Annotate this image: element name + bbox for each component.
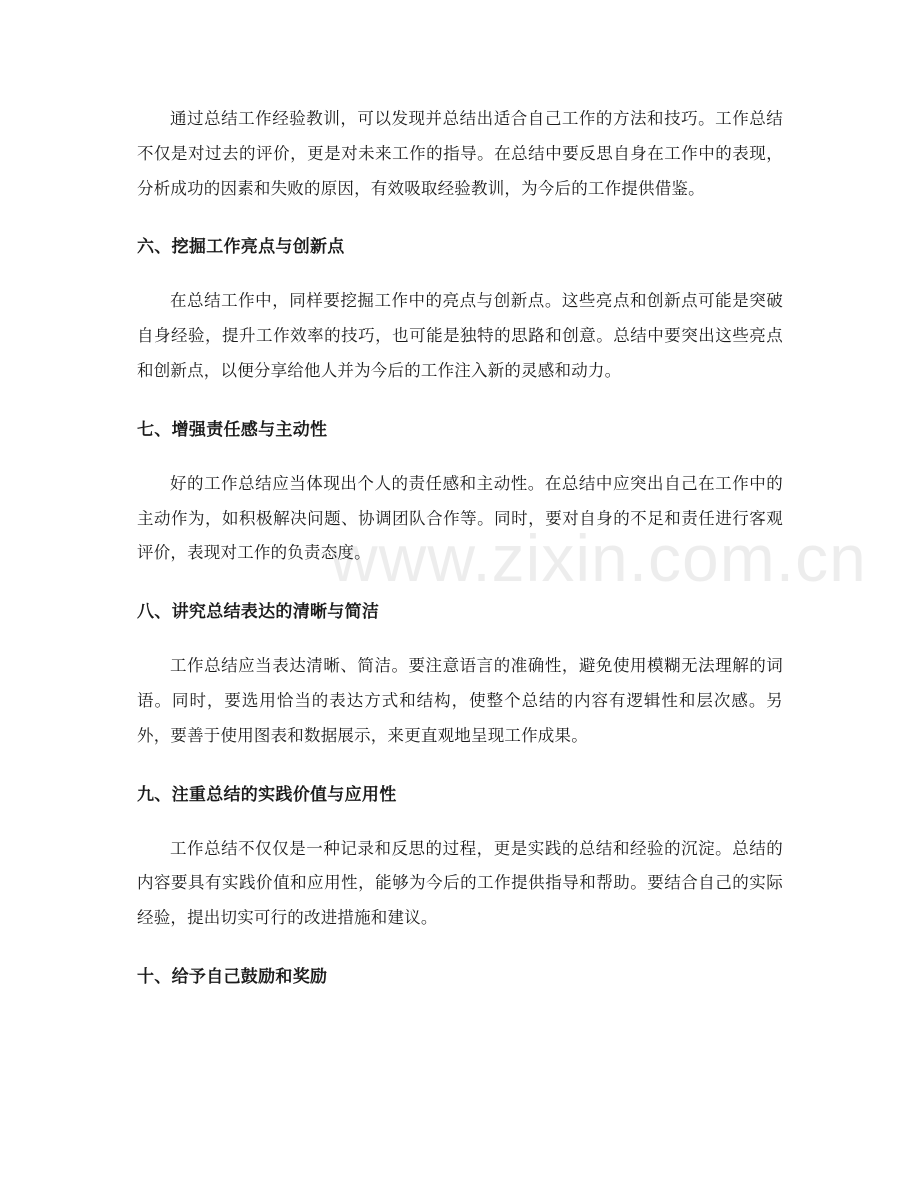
paragraph-intro: 通过总结工作经验教训，可以发现并总结出适合自己工作的方法和技巧。工作总结不仅是对过去的评价，更是对未来工作的指导。在总结中要反思自身在工作中的表现，分析成功的因素和失败的原因，有效吸取经验教训，为今后的工作提供借鉴。 [137,109,783,198]
paragraph-section-7: 好的工作总结应当体现出个人的责任感和主动性。在总结中应突出自己在工作中的主动作为，如积极解决问题、协调团队合作等。同时，要对自身的不足和责任进行客观评价，表现对工作的负责态度。 [137,473,783,563]
paragraph-section-9: 工作总结不仅仅是一种记录和反思的过程，更是实践的总结和经验的沉淀。总结的内容要具有实践价值和应用性，能够为今后的工作提供指导和帮助。要结合自己的实际经验，提出切实可行的改进措施和建议。 [137,838,783,928]
watermark: www.zixin.com.cn [330,521,867,595]
paragraph-section-6: 在总结工作中，同样要挖掘工作中的亮点与创新点。这些亮点和创新点可能是突破自身经验，提升工作效率的技巧，也可能是独特的思路和创意。总结中要突出这些亮点和创新点，以便分享给他人并为今后的工作注入新的灵感和动力。 [137,291,783,380]
section-heading-10: 十、给予自己鼓励和奖励 [137,966,328,987]
paragraph-section-8: 工作总结应当表达清晰、简洁。要注意语言的准确性，避免使用模糊无法理解的词语。同时，要选用恰当的表达方式和结构，使整个总结的内容有逻辑性和层次感。另外，要善于使用图表和数据展示，来更直观地呈现工作成果。 [137,656,783,745]
section-heading-7: 七、增强责任感与主动性 [137,419,328,440]
section-heading-6: 六、挖掘工作亮点与创新点 [137,237,345,258]
section-heading-8: 八、讲究总结表达的清晰与简洁 [137,602,380,623]
document-body [137,102,783,994]
section-heading-9: 九、注重总结的实践价值与应用性 [137,784,397,805]
